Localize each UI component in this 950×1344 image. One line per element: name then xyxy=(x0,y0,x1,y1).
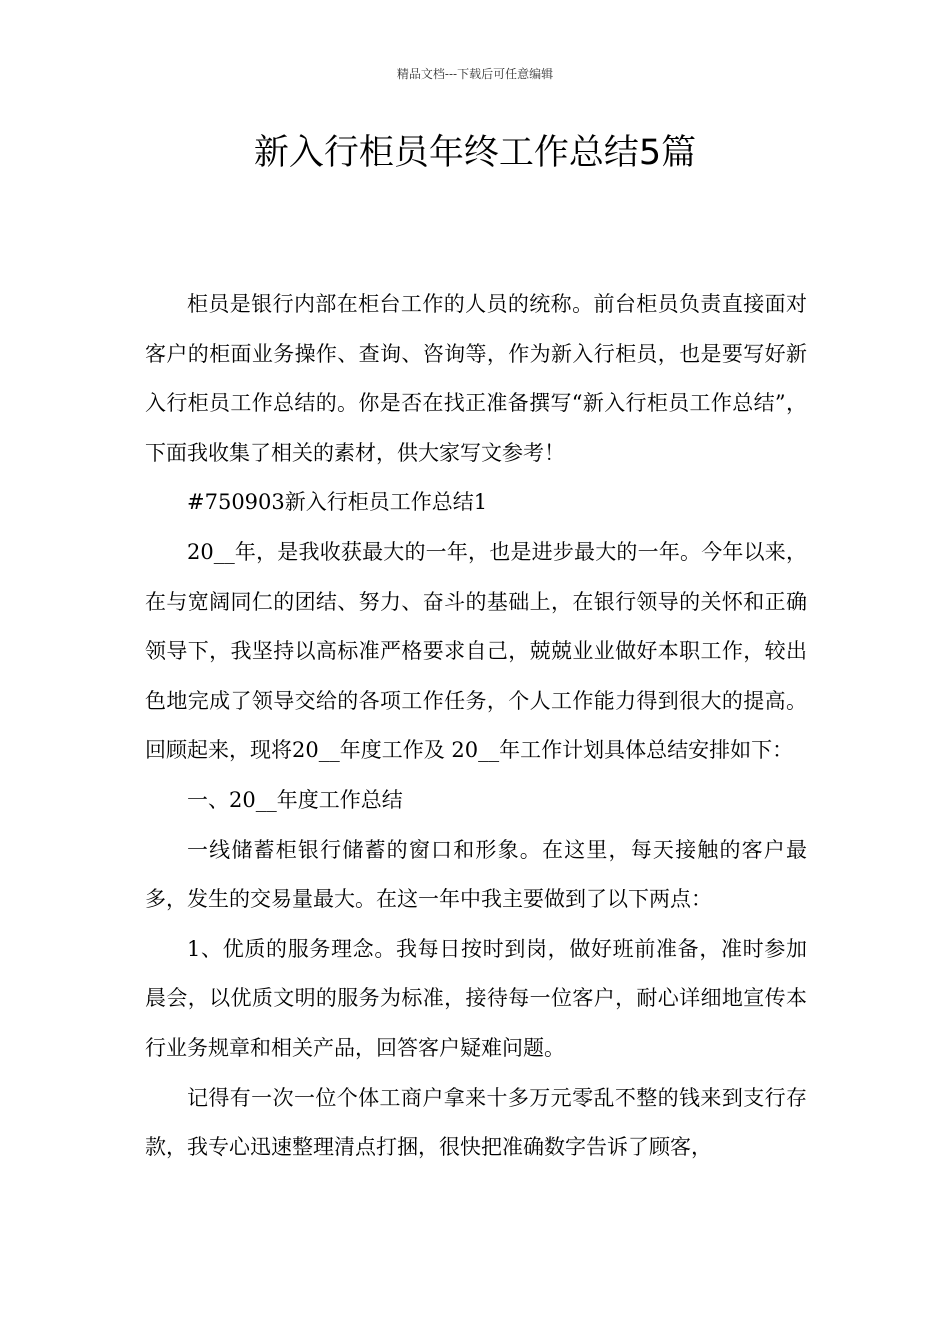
header-note: 精品文档---下载后可任意编辑 xyxy=(396,67,554,81)
paragraph-year-summary: 20__年，是我收获最大的一年，也是进步最大的一年。今年以来，在与宽阔同仁的团结、努力、奋斗的基础上，在银行领导的关怀和正确领导下，我坚持以高标准严格要求自己，兢兢业业做好本职工作，较出色地完成了领导交给的各项工作任务，个人工作能力得到很大的提高。回顾起来，现将20__年度工作及 20__年工作计划具体总结安排如下： xyxy=(145,539,807,763)
paragraph-section-heading: #750903新入行柜员工作总结1 xyxy=(187,490,488,515)
document-body xyxy=(145,280,807,1173)
paragraph-subheading-1: 一、20__年度工作总结 xyxy=(187,787,403,812)
paragraph-counter-intro: 一线储蓄柜银行储蓄的窗口和形象。在这里，每天接触的客户最多，发生的交易量最大。在这一年中我主要做到了以下两点： xyxy=(145,837,807,912)
paragraph-service-concept: 1、优质的服务理念。我每日按时到岗，做好班前准备，准时参加晨会，以优质文明的服务为标准，接待每一位客户，耐心详细地宣传本行业务规章和相关产品，回答客户疑难问题。 xyxy=(145,936,807,1060)
document-title: 新入行柜员年终工作总结5篇 xyxy=(253,133,697,173)
paragraph-anecdote: 记得有一次一位个体工商户拿来十多万元零乱不整的钱来到支行存款，我专心迅速整理清点打捆，很快把准确数字告诉了顾客， xyxy=(145,1085,807,1160)
paragraph-intro: 柜员是银行内部在柜台工作的人员的统称。前台柜员负责直接面对客户的柜面业务操作、查询、咨询等，作为新入行柜员，也是要写好新入行柜员工作总结的。你是否在找正准备撰写“新入行柜员工作总结”，下面我收集了相关的素材，供大家写文参考！ xyxy=(145,292,807,465)
